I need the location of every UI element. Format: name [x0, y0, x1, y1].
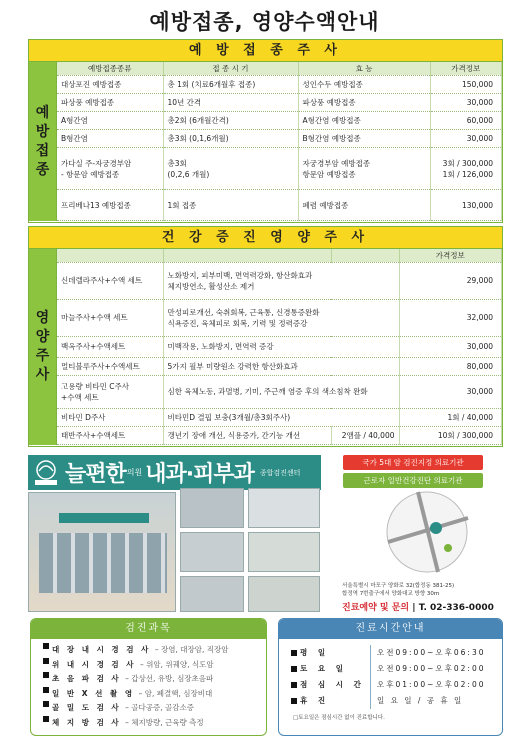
cell-name: 멀티블루주사+수액세트: [57, 357, 163, 376]
vaccination-table: [57, 62, 502, 221]
list-item: [43, 672, 254, 687]
cell-name: 대상포진 예방접종: [57, 75, 163, 93]
location-map: [368, 488, 486, 576]
table-row: [57, 408, 502, 427]
cell-name: 백옥주사+수액세트: [57, 336, 163, 357]
list-item: [291, 645, 490, 661]
bullet-icon: [43, 643, 49, 649]
exam-desc: – 체지방량, 근육량 측정: [125, 717, 204, 727]
exam-label: 일 반 X 선 촬 영: [52, 688, 135, 698]
cell-timing: 총2회 (6개월간격): [163, 111, 298, 129]
exam-desc: – 암, 폐결핵, 심장비대: [138, 688, 213, 698]
clinic-photo: [248, 532, 320, 572]
nutrition-heading: 건 강 증 진 영 양 주 사: [29, 227, 502, 249]
exam-label: 대 장 내 시 경 검 사: [52, 645, 151, 654]
table-row: [57, 93, 502, 111]
cell-price: 30,000: [399, 376, 502, 409]
exam-desc: – 골다공증, 골감소증: [125, 703, 195, 712]
clinic-emblem-icon: [31, 459, 61, 487]
exams-heading: 검진과목: [31, 619, 266, 639]
clinic-name: 늘편한: [65, 462, 126, 487]
col-header: 예방접종종류: [57, 62, 163, 75]
clinic-photo: [180, 576, 244, 612]
col-header: 접 종 시 기: [163, 62, 298, 75]
table-row: [57, 75, 502, 93]
phone-number[interactable]: T. 02-336-0000: [418, 603, 494, 613]
hours-value: 오전09:00~오후06:30: [370, 645, 486, 661]
contact-line: 진료예약 및 문의 | T. 02-336-0000: [342, 603, 494, 613]
table-row: [57, 427, 502, 445]
list-item: [43, 643, 254, 658]
exam-desc: – 갑상선, 유방, 심장초음파: [125, 674, 214, 683]
cell-effect: 미백작용, 노화방지, 면역력 증강: [163, 336, 399, 357]
bullet-icon: [291, 698, 297, 704]
cell-effect: 갱년기 장애 개선, 식용증가, 간기능 개선: [163, 427, 331, 445]
vaccination-side-label: 예 방 접 종: [29, 62, 57, 221]
hours-label: 토 요 일: [300, 664, 347, 673]
cell-price: 130,000: [430, 190, 502, 221]
cell-timing: 10년 간격: [163, 93, 298, 111]
cell-name: 태반주사+수액세트: [57, 427, 163, 445]
contact-label: 진료예약 및 문의: [342, 603, 410, 613]
table-row: [57, 190, 502, 221]
hours-value: 일 요 일 / 공 휴 일: [370, 693, 463, 709]
table-row: [57, 148, 502, 190]
cell-name: A형간염: [57, 111, 163, 129]
exam-label: 체 지 방 검 사: [52, 717, 122, 727]
list-item: [43, 687, 254, 702]
vaccination-section: [28, 39, 503, 223]
cell-timing: 총3회 (0,2,6 개월): [163, 148, 298, 190]
cell-mid-price: 2앰플 / 40,000: [331, 427, 399, 445]
cell-price: 10회 / 300,000: [399, 427, 502, 445]
cell-price: 3회 / 300,000 1회 / 126,000: [430, 148, 502, 190]
clinic-photo: [248, 576, 320, 612]
page-title: 예방접종, 영양수액안내: [149, 10, 380, 34]
table-row: [57, 357, 502, 376]
cell-effect: A형간염 예방접종: [298, 111, 430, 129]
cell-name: 마늘주사+수액 세트: [57, 299, 163, 336]
cell-name: 프리베나13 예방접종: [57, 190, 163, 221]
table-row: [57, 130, 502, 148]
table-row: [57, 299, 502, 336]
cell-effect: 성인수두 예방접종: [298, 75, 430, 93]
cell-price: 80,000: [399, 357, 502, 376]
bullet-icon: [291, 682, 297, 688]
list-item: [43, 701, 254, 716]
clinic-photo: [248, 488, 320, 528]
list-item: [291, 661, 490, 677]
list-item: [43, 658, 254, 673]
cell-effect: 5가지 필부 미량원소 강력한 항산화효과: [163, 357, 399, 376]
bullet-icon: [43, 701, 49, 707]
exam-desc: – 장염, 대장암, 직장암: [154, 645, 229, 654]
hours-label: 점 심 시 간: [300, 680, 365, 689]
cell-effect: 폐렴 예방접종: [298, 190, 430, 221]
list-item: [43, 716, 254, 731]
cell-price: 30,000: [430, 93, 502, 111]
col-header: 효 능: [298, 62, 430, 75]
cell-effect: 비타민D 결핍 보충(3개월/총3회주사): [163, 408, 399, 427]
cell-timing: 1회 접종: [163, 190, 298, 221]
clinic-photo: [180, 488, 244, 528]
cell-timing: 총 1회 (치료6개월후 접종): [163, 75, 298, 93]
hours-value: 오전09:00~오후02:00: [370, 661, 486, 677]
cell-name: 신데렐라주사+수액 세트: [57, 262, 163, 299]
cell-name: 고용량 비타민 C주사 +수액 세트: [57, 376, 163, 409]
clinic-logo: [28, 455, 321, 490]
nutrition-table: [57, 249, 502, 445]
clinic-specialty: 내과·피부과: [145, 462, 254, 487]
list-item: [291, 693, 490, 709]
col-header: 가격정보: [430, 62, 502, 75]
hours-value: 오후01:00~오후02:00: [370, 677, 486, 693]
hours-note: □토요일은 점심시간 없이 진료합니다.: [293, 715, 385, 721]
badge-worker-checkup: 근로자 일반건강진단 의료기관: [343, 473, 483, 488]
cell-timing: 총3회 (0,1,6개월): [163, 130, 298, 148]
clinic-ad: [28, 452, 503, 615]
bullet-icon: [43, 687, 49, 693]
hours-heading: 진료시간안내: [279, 619, 502, 639]
exam-label: 위 내 시 경 검 사: [52, 659, 137, 669]
table-row: [57, 111, 502, 129]
cell-price: 60,000: [430, 111, 502, 129]
cell-effect: 심한 육체노동, 과멸병, 기미, 주근깨 염증 후의 색소침착 완화: [163, 376, 399, 409]
cell-price: 32,000: [399, 299, 502, 336]
clinic-photo: [180, 532, 244, 572]
table-row: [57, 336, 502, 357]
cell-effect: 노화방지, 피부미백, 면역력강화, 항산화효과 체지방연소, 활성산소 제거: [163, 262, 399, 299]
bullet-icon: [43, 716, 49, 722]
bullet-icon: [43, 672, 49, 678]
cell-effect: 자궁경부암 예방접종 항문암 예방접종: [298, 148, 430, 190]
exams-box: [30, 618, 267, 736]
hours-label: 휴 진: [300, 696, 330, 705]
cell-price: 30,000: [399, 336, 502, 357]
nutrition-section: [28, 226, 503, 447]
cell-name: 파상풍 예방접종: [57, 93, 163, 111]
bullet-icon: [291, 650, 297, 656]
vaccination-heading: 예 방 접 종 주 사: [29, 40, 502, 62]
hours-label: 평 일: [300, 648, 330, 657]
hours-box: [278, 618, 503, 736]
clinic-name-suffix: 의원: [126, 468, 143, 477]
nutrition-side-label: 영 양 주 사: [29, 249, 57, 445]
badge-cancer-screening: 국가 5대 암 검진지정 의료기관: [343, 455, 483, 470]
cell-price: 150,000: [430, 75, 502, 93]
cell-effect: 파상풍 예방접종: [298, 93, 430, 111]
cell-effect: B형간염 예방접종: [298, 130, 430, 148]
col-header: 가격정보: [399, 249, 502, 262]
bullet-icon: [291, 666, 297, 672]
cell-name: B형간염: [57, 130, 163, 148]
cell-price: 29,000: [399, 262, 502, 299]
clinic-sub: 종합검진센터: [259, 468, 301, 477]
cell-price: 1회 / 40,000: [399, 408, 502, 427]
cell-name: 비타민 D주사: [57, 408, 163, 427]
cell-name: 가다실 주-자궁경부암 - 항문암 예방접종: [57, 148, 163, 190]
table-row: [57, 376, 502, 409]
building-photo: [28, 492, 176, 612]
exam-label: 골 밀 도 검 사: [52, 703, 122, 712]
table-row: [57, 262, 502, 299]
cell-price: 30,000: [430, 130, 502, 148]
clinic-address: 서울특별시 마포구 양화로 32(합정동 381-25) 합정역 7번출구에서 양화대교 방향 30m: [342, 583, 455, 597]
list-item: [291, 677, 490, 693]
exam-desc: – 위암, 위궤양, 식도암: [140, 659, 214, 669]
exam-label: 초 음 파 검 사: [52, 674, 122, 683]
cell-effect: 만성피로개선, 숙취회복, 근육통, 신경통증완화 식욕증진, 육체피로 회복, 기력 및 정력증강: [163, 299, 399, 336]
bullet-icon: [43, 658, 49, 664]
